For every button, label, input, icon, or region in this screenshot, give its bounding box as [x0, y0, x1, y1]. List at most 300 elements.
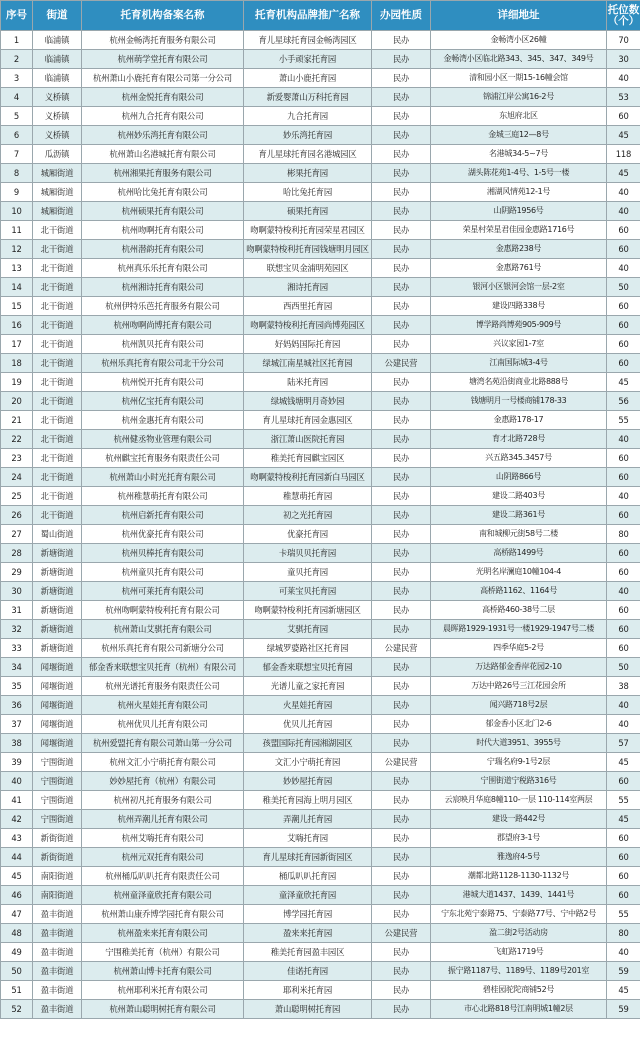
header-seats: 托位数（个）: [607, 1, 640, 31]
cell-nature: 民办: [372, 734, 431, 753]
cell-seats: 80: [607, 924, 640, 943]
cell-street: 蜀山街道: [33, 525, 82, 544]
table-row: [1, 278, 640, 297]
cell-org-name: 杭州悦开托育有限公司: [82, 373, 244, 392]
cell-org-name: 杭州萧山康乔博学园托育有限公司: [82, 905, 244, 924]
cell-seats: 40: [607, 715, 640, 734]
cell-address: 建设四路338号: [431, 297, 607, 316]
cell-brand-name: 好妈妈国际托育园: [244, 335, 372, 354]
cell-street: 北干街道: [33, 335, 82, 354]
cell-seats: 40: [607, 202, 640, 221]
table-row: [1, 411, 640, 430]
table-row: [1, 582, 640, 601]
cell-nature: 民办: [372, 601, 431, 620]
cell-seq: 39: [1, 753, 33, 772]
cell-street: 北干街道: [33, 449, 82, 468]
cell-street: 北干街道: [33, 354, 82, 373]
cell-nature: 民办: [372, 145, 431, 164]
cell-street: 新塘街道: [33, 563, 82, 582]
table-row: [1, 31, 640, 50]
cell-org-name: 杭州萧山小鹿托育有限公司第一分公司: [82, 69, 244, 88]
cell-address: 盈二街2号活动房: [431, 924, 607, 943]
cell-brand-name: 童贝托育园: [244, 563, 372, 582]
cell-nature: 民办: [372, 126, 431, 145]
table-row: [1, 1000, 640, 1019]
cell-brand-name: 稚美托育园麒宝园区: [244, 449, 372, 468]
cell-nature: 公建民营: [372, 924, 431, 943]
cell-seats: 45: [607, 126, 640, 145]
cell-brand-name: 卡瑞贝贝托育园: [244, 544, 372, 563]
table-row: [1, 164, 640, 183]
cell-street: 北干街道: [33, 278, 82, 297]
cell-seq: 36: [1, 696, 33, 715]
cell-street: 义桥镇: [33, 107, 82, 126]
table-row: [1, 487, 640, 506]
table-row: [1, 544, 640, 563]
cell-seats: 60: [607, 620, 640, 639]
cell-address: 雅逸府4-5号: [431, 848, 607, 867]
cell-address: 光明名岸澜庭10幢104-4: [431, 563, 607, 582]
table-row: [1, 601, 640, 620]
cell-seats: 70: [607, 31, 640, 50]
cell-seats: 40: [607, 582, 640, 601]
table-row: [1, 297, 640, 316]
cell-seq: 41: [1, 791, 33, 810]
cell-street: 宁围街道: [33, 753, 82, 772]
cell-address: 宁围街道宁税路316号: [431, 772, 607, 791]
cell-org-name: 杭州九合托育有限公司: [82, 107, 244, 126]
cell-seats: 60: [607, 449, 640, 468]
cell-street: 盈丰街道: [33, 943, 82, 962]
cell-nature: 民办: [372, 468, 431, 487]
cell-org-name: 杭州初凡托育服务有限公司: [82, 791, 244, 810]
cell-org-name: 杭州萧山名港城托育有限公司: [82, 145, 244, 164]
header-nature: 办园性质: [372, 1, 431, 31]
cell-seats: 57: [607, 734, 640, 753]
cell-seats: 60: [607, 867, 640, 886]
cell-seats: 53: [607, 88, 640, 107]
cell-seq: 26: [1, 506, 33, 525]
cell-address: 建设二路361号: [431, 506, 607, 525]
cell-seq: 47: [1, 905, 33, 924]
cell-seq: 29: [1, 563, 33, 582]
table-row: [1, 69, 640, 88]
table-row: [1, 183, 640, 202]
cell-seq: 2: [1, 50, 33, 69]
cell-seq: 37: [1, 715, 33, 734]
cell-address: 建设二路403号: [431, 487, 607, 506]
cell-org-name: 杭州乐真托育有限公司北干分公司: [82, 354, 244, 373]
cell-seats: 60: [607, 221, 640, 240]
header-address: 详细地址: [431, 1, 607, 31]
table-row: [1, 221, 640, 240]
cell-seats: 40: [607, 259, 640, 278]
table-row: [1, 506, 640, 525]
cell-seq: 40: [1, 772, 33, 791]
cell-address: 万达中路26号三江花园会所: [431, 677, 607, 696]
cell-seq: 8: [1, 164, 33, 183]
cell-address: 四季华庭5-2号: [431, 639, 607, 658]
cell-brand-name: 文汇小宁萌托育园: [244, 753, 372, 772]
cell-seq: 19: [1, 373, 33, 392]
cell-nature: 民办: [372, 297, 431, 316]
header-brand-name: 托育机构品牌推广名称: [244, 1, 372, 31]
cell-seq: 12: [1, 240, 33, 259]
cell-seats: 30: [607, 50, 640, 69]
cell-nature: 民办: [372, 620, 431, 639]
cell-seats: 60: [607, 886, 640, 905]
cell-brand-name: 吻啊蒙特梭利托育园新白马园区: [244, 468, 372, 487]
cell-brand-name: 弄潮儿托育园: [244, 810, 372, 829]
cell-street: 闻堰街道: [33, 658, 82, 677]
cell-street: 北干街道: [33, 316, 82, 335]
cell-brand-name: 桶瓜叭叭托育园: [244, 867, 372, 886]
cell-org-name: 杭州火星娃托育有限公司: [82, 696, 244, 715]
cell-brand-name: 绿城江南星城社区托育园: [244, 354, 372, 373]
cell-seats: 60: [607, 639, 640, 658]
cell-street: 北干街道: [33, 487, 82, 506]
cell-seq: 50: [1, 962, 33, 981]
cell-seq: 3: [1, 69, 33, 88]
cell-nature: 民办: [372, 202, 431, 221]
cell-address: 云宸映月华庭8幢110-一层 110-114室两层: [431, 791, 607, 810]
cell-org-name: 杭州妙乐湾托育有限公司: [82, 126, 244, 145]
cell-nature: 公建民营: [372, 753, 431, 772]
cell-brand-name: 初之光托育园: [244, 506, 372, 525]
cell-seats: 59: [607, 1000, 640, 1019]
table-row: [1, 335, 640, 354]
cell-seats: 60: [607, 335, 640, 354]
cell-nature: 民办: [372, 316, 431, 335]
cell-seq: 20: [1, 392, 33, 411]
table-row: [1, 145, 640, 164]
cell-brand-name: 优贝儿托育园: [244, 715, 372, 734]
cell-seq: 14: [1, 278, 33, 297]
cell-street: 盈丰街道: [33, 962, 82, 981]
cell-seq: 10: [1, 202, 33, 221]
cell-seq: 43: [1, 829, 33, 848]
cell-street: 北干街道: [33, 240, 82, 259]
cell-org-name: 杭州可莱托育有限公司: [82, 582, 244, 601]
cell-seats: 60: [607, 107, 640, 126]
table-row: [1, 981, 640, 1000]
cell-seats: 38: [607, 677, 640, 696]
cell-address: 金城三庭12—8号: [431, 126, 607, 145]
table-body: [1, 31, 640, 1019]
cell-org-name: 杭州亿宝托育有限公司: [82, 392, 244, 411]
cell-brand-name: 育儿星球托育园金畅湾园区: [244, 31, 372, 50]
table-row: [1, 658, 640, 677]
cell-nature: 民办: [372, 886, 431, 905]
cell-org-name: 杭州童泽童欣托育有限公司: [82, 886, 244, 905]
cell-brand-name: 艾骐托育园: [244, 620, 372, 639]
cell-address: 郡望府3-1号: [431, 829, 607, 848]
table-row: [1, 905, 640, 924]
cell-street: 新街街道: [33, 829, 82, 848]
cell-nature: 民办: [372, 449, 431, 468]
cell-org-name: 杭州元双托育有限公司: [82, 848, 244, 867]
cell-address: 名港城34-5~7号: [431, 145, 607, 164]
cell-street: 北干街道: [33, 373, 82, 392]
table-row: [1, 810, 640, 829]
table-row: [1, 525, 640, 544]
cell-nature: 民办: [372, 50, 431, 69]
cell-seats: 55: [607, 411, 640, 430]
cell-seq: 9: [1, 183, 33, 202]
table-row: [1, 753, 640, 772]
cell-address: 山阴路866号: [431, 468, 607, 487]
cell-seats: 60: [607, 316, 640, 335]
table-row: [1, 943, 640, 962]
cell-brand-name: 可莱宝贝托育园: [244, 582, 372, 601]
cell-nature: 民办: [372, 772, 431, 791]
cell-address: 港城大道1437、1439、1441号: [431, 886, 607, 905]
cell-nature: 民办: [372, 582, 431, 601]
table-row: [1, 848, 640, 867]
header-street: 街道: [33, 1, 82, 31]
cell-address: 兴议家园1-7室: [431, 335, 607, 354]
cell-org-name: 妙妙屋托育（杭州）有限公司: [82, 772, 244, 791]
cell-org-name: 杭州伊特乐芭托育服务有限公司: [82, 297, 244, 316]
table-row: [1, 962, 640, 981]
cell-seats: 40: [607, 183, 640, 202]
cell-nature: 民办: [372, 905, 431, 924]
cell-org-name: 杭州真乐乐托育有限公司: [82, 259, 244, 278]
cell-nature: 民办: [372, 715, 431, 734]
cell-seq: 52: [1, 1000, 33, 1019]
cell-address: 振宁路1187号、1189号、1189号201室: [431, 962, 607, 981]
cell-org-name: 杭州萧山博卡托育有限公司: [82, 962, 244, 981]
cell-street: 临浦镇: [33, 50, 82, 69]
cell-street: 新塘街道: [33, 601, 82, 620]
cell-address: 万达路郁金香岸花园2-10: [431, 658, 607, 677]
cell-address: 塘湾名苑沿街商业北路888号: [431, 373, 607, 392]
cell-address: 博学路尚博苑905-909号: [431, 316, 607, 335]
cell-brand-name: 育儿星球托育园金惠园区: [244, 411, 372, 430]
cell-seq: 4: [1, 88, 33, 107]
cell-org-name: 杭州文汇小宁萌托育有限公司: [82, 753, 244, 772]
cell-org-name: 杭州萧山艾骐托育有限公司: [82, 620, 244, 639]
cell-seats: 45: [607, 164, 640, 183]
cell-street: 闻堰街道: [33, 715, 82, 734]
cell-nature: 民办: [372, 487, 431, 506]
cell-seats: 55: [607, 791, 640, 810]
cell-seq: 31: [1, 601, 33, 620]
table-row: [1, 620, 640, 639]
cell-brand-name: 绿城钱塘明月奇妙园: [244, 392, 372, 411]
cell-address: 江南国际城3-4号: [431, 354, 607, 373]
cell-street: 临浦镇: [33, 31, 82, 50]
cell-org-name: 杭州光谱托育服务有限责任公司: [82, 677, 244, 696]
cell-seats: 40: [607, 696, 640, 715]
cell-seats: 45: [607, 810, 640, 829]
cell-seq: 30: [1, 582, 33, 601]
cell-seq: 44: [1, 848, 33, 867]
table-row: [1, 468, 640, 487]
cell-street: 宁围街道: [33, 791, 82, 810]
cell-seats: 50: [607, 278, 640, 297]
cell-brand-name: 西西里托育园: [244, 297, 372, 316]
cell-nature: 民办: [372, 981, 431, 1000]
cell-nature: 民办: [372, 240, 431, 259]
cell-seq: 28: [1, 544, 33, 563]
cell-org-name: 杭州爱盟托育有限公司萧山第一分公司: [82, 734, 244, 753]
cell-brand-name: 绿城罗婆路社区托育园: [244, 639, 372, 658]
cell-address: 时代大道3951、3955号: [431, 734, 607, 753]
cell-brand-name: 火星娃托育园: [244, 696, 372, 715]
table-row: [1, 829, 640, 848]
cell-street: 宁围街道: [33, 810, 82, 829]
cell-brand-name: 稚慧萌托育园: [244, 487, 372, 506]
cell-address: 碧桂园驼陀商铺52号: [431, 981, 607, 1000]
cell-address: 南和城柳元街58号二楼: [431, 525, 607, 544]
cell-seq: 35: [1, 677, 33, 696]
cell-seq: 22: [1, 430, 33, 449]
cell-brand-name: 妙妙屋托育园: [244, 772, 372, 791]
cell-nature: 民办: [372, 278, 431, 297]
cell-org-name: 杭州童贝托育有限公司: [82, 563, 244, 582]
cell-nature: 民办: [372, 867, 431, 886]
cell-org-name: 杭州金惠托育有限公司: [82, 411, 244, 430]
cell-address: 晨晖路1929-1931号一楼1929-1947号二楼: [431, 620, 607, 639]
cell-seq: 34: [1, 658, 33, 677]
cell-seq: 23: [1, 449, 33, 468]
cell-address: 银河小区银河会馆一层-2室: [431, 278, 607, 297]
cell-org-name: 杭州吻啊托育有限公司: [82, 221, 244, 240]
table-header-row: [1, 1, 640, 31]
cell-seq: 49: [1, 943, 33, 962]
cell-org-name: 郁金香来联想宝贝托育（杭州）有限公司: [82, 658, 244, 677]
cell-brand-name: 盈来来托育园: [244, 924, 372, 943]
cell-street: 城厢街道: [33, 183, 82, 202]
cell-nature: 民办: [372, 430, 431, 449]
cell-seats: 60: [607, 354, 640, 373]
cell-brand-name: 哈比兔托育园: [244, 183, 372, 202]
cell-nature: 公建民营: [372, 639, 431, 658]
table-row: [1, 430, 640, 449]
cell-seats: 60: [607, 563, 640, 582]
cell-seats: 40: [607, 943, 640, 962]
cell-seq: 38: [1, 734, 33, 753]
cell-nature: 民办: [372, 544, 431, 563]
cell-seats: 50: [607, 658, 640, 677]
cell-street: 盈丰街道: [33, 1000, 82, 1019]
cell-brand-name: 稚美托育园盈丰园区: [244, 943, 372, 962]
cell-seq: 5: [1, 107, 33, 126]
cell-address: 高桥路1162、1164号: [431, 582, 607, 601]
cell-org-name: 杭州湘诗托育有限公司: [82, 278, 244, 297]
table-row: [1, 392, 640, 411]
cell-brand-name: 孩盟国际托育园湘湖园区: [244, 734, 372, 753]
cell-org-name: 杭州湘果托育服务有限公司: [82, 164, 244, 183]
cell-org-name: 杭州金畅湾托育服务有限公司: [82, 31, 244, 50]
cell-seats: 80: [607, 525, 640, 544]
cell-address: 东旭府北区: [431, 107, 607, 126]
cell-street: 闻堰街道: [33, 734, 82, 753]
cell-brand-name: 联想宝贝金浦明苑园区: [244, 259, 372, 278]
cell-address: 高桥路1499号: [431, 544, 607, 563]
cell-brand-name: 小手顽家托育园: [244, 50, 372, 69]
cell-brand-name: 童泽童欣托育园: [244, 886, 372, 905]
cell-address: 钱塘明月一号楼商铺178-33: [431, 392, 607, 411]
table-row: [1, 886, 640, 905]
cell-org-name: 杭州盈来来托育有限公司: [82, 924, 244, 943]
table-row: [1, 715, 640, 734]
cell-brand-name: 稚美托育园海上明月园区: [244, 791, 372, 810]
cell-nature: 民办: [372, 677, 431, 696]
cell-street: 闻堰街道: [33, 677, 82, 696]
cell-brand-name: 博学园托育园: [244, 905, 372, 924]
cell-org-name: 杭州萧山聪明树托育有限公司: [82, 1000, 244, 1019]
cell-seq: 18: [1, 354, 33, 373]
cell-nature: 民办: [372, 563, 431, 582]
cell-brand-name: 妙乐湾托育园: [244, 126, 372, 145]
table-row: [1, 677, 640, 696]
cell-nature: 民办: [372, 69, 431, 88]
cell-brand-name: 九合托育园: [244, 107, 372, 126]
cell-nature: 民办: [372, 31, 431, 50]
table-row: [1, 639, 640, 658]
cell-org-name: 杭州启新托育有限公司: [82, 506, 244, 525]
cell-nature: 民办: [372, 373, 431, 392]
cell-street: 北干街道: [33, 259, 82, 278]
cell-seats: 60: [607, 848, 640, 867]
cell-seats: 118: [607, 145, 640, 164]
cell-street: 南阳街道: [33, 867, 82, 886]
cell-seats: 60: [607, 544, 640, 563]
cell-org-name: 杭州硕果托育有限公司: [82, 202, 244, 221]
cell-seq: 46: [1, 886, 33, 905]
cell-address: 湖头陈花苑1-4号、1-5号一楼: [431, 164, 607, 183]
cell-street: 盈丰街道: [33, 981, 82, 1000]
cell-seq: 42: [1, 810, 33, 829]
cell-brand-name: 郁金香来联想宝贝托育园: [244, 658, 372, 677]
cell-nature: 民办: [372, 848, 431, 867]
cell-address: 山阴路1956号: [431, 202, 607, 221]
cell-nature: 民办: [372, 411, 431, 430]
header-org-name: 托育机构备案名称: [82, 1, 244, 31]
cell-nature: 公建民营: [372, 354, 431, 373]
cell-street: 北干街道: [33, 468, 82, 487]
cell-org-name: 杭州吻啊蒙特梭利托育有限公司: [82, 601, 244, 620]
table-row: [1, 88, 640, 107]
cell-brand-name: 吻啊蒙特梭利托育园新塘园区: [244, 601, 372, 620]
cell-seats: 45: [607, 753, 640, 772]
cell-street: 闻堰街道: [33, 696, 82, 715]
cell-address: 市心北路818号江南明城1幢2层: [431, 1000, 607, 1019]
cell-street: 临浦镇: [33, 69, 82, 88]
cell-org-name: 杭州优贝儿托育有限公司: [82, 715, 244, 734]
cell-seats: 40: [607, 430, 640, 449]
cell-street: 北干街道: [33, 430, 82, 449]
cell-street: 北干街道: [33, 506, 82, 525]
cell-street: 盈丰街道: [33, 924, 82, 943]
cell-seats: 55: [607, 905, 640, 924]
cell-brand-name: 佳诺托育园: [244, 962, 372, 981]
table-row: [1, 126, 640, 145]
cell-brand-name: 育儿星球托育园新街园区: [244, 848, 372, 867]
cell-brand-name: 光谱儿童之家托育园: [244, 677, 372, 696]
cell-nature: 民办: [372, 829, 431, 848]
cell-seats: 60: [607, 506, 640, 525]
cell-brand-name: 浙江萧山医院托育园: [244, 430, 372, 449]
cell-address: 金畅湾小区26幢: [431, 31, 607, 50]
cell-nature: 民办: [372, 335, 431, 354]
cell-address: 闻兴路718号2层: [431, 696, 607, 715]
cell-street: 盈丰街道: [33, 905, 82, 924]
cell-address: 金惠路238号: [431, 240, 607, 259]
cell-nature: 民办: [372, 525, 431, 544]
